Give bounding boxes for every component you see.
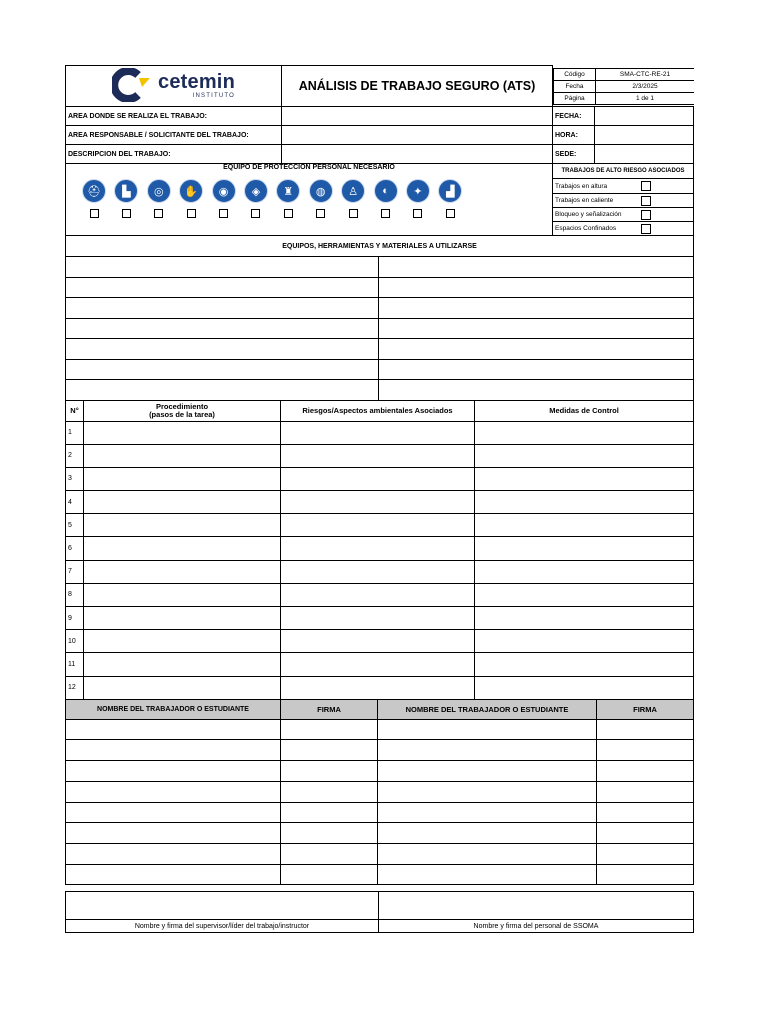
equipment-cell[interactable] (66, 359, 379, 380)
step-procedure[interactable] (84, 514, 281, 537)
risk-item-label: Trabajos en altura (555, 182, 608, 190)
worker-row (66, 761, 694, 782)
step-procedure[interactable] (84, 491, 281, 514)
worker-sign[interactable] (281, 802, 378, 823)
col-procedure (84, 400, 281, 421)
risk-item-label: Espacios Confinados (555, 225, 617, 232)
step-number: 5 (66, 514, 84, 537)
ppe-checkbox[interactable] (446, 209, 455, 218)
hora-field[interactable] (595, 126, 694, 145)
ppe-item (82, 179, 106, 218)
equipment-row (66, 257, 694, 278)
sede-field[interactable] (595, 145, 694, 164)
coverall-icon: ♙ (341, 179, 365, 203)
ppe-item (147, 179, 171, 218)
equipment-row (66, 380, 694, 401)
risk-checkbox[interactable] (641, 196, 651, 206)
worker-row (66, 719, 694, 740)
step-number: 1 (66, 421, 84, 444)
step-risk[interactable] (281, 583, 475, 606)
equipment-row (66, 359, 694, 380)
step-measure[interactable] (475, 421, 694, 444)
worker-sign[interactable] (597, 781, 694, 802)
ppe-icons (66, 179, 552, 218)
logo-word: cetemin (158, 70, 235, 93)
step-risk[interactable] (281, 630, 475, 653)
step-risk[interactable] (281, 676, 475, 699)
ppe-item (406, 179, 430, 218)
step-measure[interactable] (475, 560, 694, 583)
worker-sign[interactable] (281, 843, 378, 864)
step-number: 6 (66, 537, 84, 560)
logo-sub: INSTITUTO (192, 92, 235, 99)
step-measure[interactable] (475, 676, 694, 699)
risk-item-label: Trabajos en caliente (555, 197, 614, 204)
ats-form (65, 65, 693, 933)
equipment-row (66, 318, 694, 339)
worker-name[interactable] (378, 864, 597, 885)
step-measure[interactable] (475, 467, 694, 490)
worker-name[interactable] (378, 719, 597, 740)
worker-row (66, 802, 694, 823)
step-procedure[interactable] (84, 630, 281, 653)
worker-name[interactable] (66, 823, 281, 844)
meta-page-label: Página (554, 92, 596, 104)
hora-label: HORA: (553, 126, 595, 145)
step-row (66, 444, 694, 467)
step-row (66, 583, 694, 606)
supervisor-sign-field[interactable] (66, 892, 379, 920)
meta-cell (553, 66, 694, 107)
risk-item (553, 179, 693, 193)
ppe-item (114, 179, 138, 218)
responsable-field[interactable] (282, 126, 553, 145)
supervisor-sign-label: Nombre y firma del supervisor/líder del trabajo/instructor (66, 920, 379, 933)
step-procedure[interactable] (84, 653, 281, 676)
worker-sign-header-1: FIRMA (281, 699, 378, 719)
step-row (66, 630, 694, 653)
worker-sign[interactable] (597, 719, 694, 740)
ppe-item (309, 179, 333, 218)
step-row (66, 607, 694, 630)
ear-protection-icon: ◉ (212, 179, 236, 203)
ppe-item (374, 179, 398, 218)
worker-name[interactable] (378, 823, 597, 844)
col-procedure-line1: Procedimiento (155, 401, 209, 411)
worker-sign[interactable] (281, 823, 378, 844)
ppe-checkbox[interactable] (154, 209, 163, 218)
worker-name[interactable] (66, 719, 281, 740)
ssoma-sign-label: Nombre y firma del personal de SSOMA (379, 920, 694, 933)
risk-title: TRABAJOS DE ALTO RIESGO ASOCIADOS (553, 164, 693, 179)
col-procedure-line2: (pasos de la tarea) (149, 409, 215, 419)
risk-item (553, 207, 693, 221)
ppe-title: EQUIPO DE PROTECCION PERSONAL NECESARIO (223, 164, 395, 171)
step-procedure[interactable] (84, 607, 281, 630)
equipment-cell[interactable] (66, 298, 379, 319)
risk-section (553, 164, 694, 236)
step-number: 8 (66, 583, 84, 606)
equipment-cell[interactable] (379, 339, 694, 360)
meta-code-value: SMA-CTC-RE-21 (596, 68, 694, 80)
step-risk[interactable] (281, 560, 475, 583)
ppe-item (276, 179, 300, 218)
equipment-cell[interactable] (379, 257, 694, 278)
worker-name-header-1: NOMBRE DEL TRABAJADOR O ESTUDIANTE (66, 699, 281, 719)
step-measure[interactable] (475, 607, 694, 630)
logo-cell (66, 66, 282, 107)
step-row (66, 676, 694, 699)
ppe-checkbox[interactable] (187, 209, 196, 218)
step-number: 4 (66, 491, 84, 514)
step-row (66, 514, 694, 537)
worker-sign[interactable] (281, 719, 378, 740)
col-measures: Medidas de Control (475, 400, 694, 421)
ppe-checkbox[interactable] (219, 209, 228, 218)
worker-name[interactable] (378, 740, 597, 761)
equipment-cell[interactable] (66, 318, 379, 339)
step-risk[interactable] (281, 607, 475, 630)
worker-row (66, 864, 694, 885)
cetemin-logo (112, 68, 235, 102)
worker-sign[interactable] (281, 761, 378, 782)
col-num: N° (66, 400, 84, 421)
equipment-table (65, 235, 694, 401)
descripcion-field[interactable] (282, 145, 553, 164)
worker-name[interactable] (378, 781, 597, 802)
worker-sign[interactable] (597, 864, 694, 885)
equipment-cell[interactable] (379, 277, 694, 298)
step-row (66, 467, 694, 490)
gloves-icon: ✋ (179, 179, 203, 203)
step-risk[interactable] (281, 444, 475, 467)
ppe-item (212, 179, 236, 218)
ppe-checkbox[interactable] (122, 209, 131, 218)
ppe-checkbox[interactable] (284, 209, 293, 218)
step-row (66, 560, 694, 583)
logo-mark-icon (112, 68, 152, 102)
step-procedure[interactable] (84, 583, 281, 606)
worker-sign[interactable] (597, 843, 694, 864)
area-label: AREA DONDE SE REALIZA EL TRABAJO: (66, 107, 282, 126)
worker-sign[interactable] (597, 823, 694, 844)
area-field[interactable] (282, 107, 553, 126)
step-number: 12 (66, 676, 84, 699)
step-procedure[interactable] (84, 444, 281, 467)
equipment-cell[interactable] (66, 257, 379, 278)
step-number: 10 (66, 630, 84, 653)
step-procedure[interactable] (84, 560, 281, 583)
equipment-row (66, 298, 694, 319)
step-measure[interactable] (475, 444, 694, 467)
ppe-item (179, 179, 203, 218)
ssoma-sign-field[interactable] (379, 892, 694, 920)
step-risk[interactable] (281, 537, 475, 560)
worker-sign[interactable] (281, 781, 378, 802)
sede-label: SEDE: (553, 145, 595, 164)
ppe-checkbox[interactable] (413, 209, 422, 218)
meta-date-label: Fecha (554, 80, 596, 92)
step-procedure[interactable] (84, 467, 281, 490)
responsable-label: AREA RESPONSABLE / SOLICITANTE DEL TRABAJO: (66, 126, 282, 145)
step-row (66, 491, 694, 514)
fecha-field[interactable] (595, 107, 694, 126)
equipment-cell[interactable] (379, 380, 694, 401)
face-mask-icon: ◍ (309, 179, 333, 203)
form-title: ANÁLISIS DE TRABAJO SEGURO (ATS) (282, 66, 553, 107)
risk-item-label: Bloqueo y señalización (555, 211, 622, 218)
goggles-icon: ◎ (147, 179, 171, 203)
signatures-table (65, 891, 694, 933)
col-risks: Riesgos/Aspectos ambientales Asociados (281, 400, 475, 421)
worker-sign[interactable] (281, 864, 378, 885)
step-risk[interactable] (281, 491, 475, 514)
helmet-icon: ⛑ (82, 179, 106, 203)
step-procedure[interactable] (84, 676, 281, 699)
steps-table (65, 400, 694, 700)
step-row (66, 421, 694, 444)
worker-name-header-2: NOMBRE DEL TRABAJADOR O ESTUDIANTE (378, 699, 597, 719)
ppe-risk-table (65, 163, 694, 236)
equipment-cell[interactable] (66, 277, 379, 298)
worker-sign[interactable] (597, 761, 694, 782)
equipment-cell[interactable] (379, 298, 694, 319)
risk-checkbox[interactable] (641, 224, 651, 234)
step-number: 11 (66, 653, 84, 676)
step-measure[interactable] (475, 653, 694, 676)
step-procedure[interactable] (84, 421, 281, 444)
workers-table (65, 699, 694, 886)
step-measure[interactable] (475, 514, 694, 537)
step-risk[interactable] (281, 514, 475, 537)
step-row (66, 537, 694, 560)
worker-name[interactable] (66, 864, 281, 885)
step-risk[interactable] (281, 421, 475, 444)
step-number: 3 (66, 467, 84, 490)
worker-row (66, 823, 694, 844)
risk-item (553, 221, 693, 235)
ppe-item (341, 179, 365, 218)
equipment-cell[interactable] (379, 318, 694, 339)
worker-name[interactable] (378, 802, 597, 823)
worker-name[interactable] (66, 740, 281, 761)
worker-row (66, 781, 694, 802)
hand-protection-icon: ✦ (406, 179, 430, 203)
step-measure[interactable] (475, 537, 694, 560)
step-procedure[interactable] (84, 537, 281, 560)
header-table (65, 65, 694, 164)
ppe-item (244, 179, 268, 218)
worker-sign[interactable] (597, 802, 694, 823)
worker-sign[interactable] (597, 740, 694, 761)
step-measure[interactable] (475, 630, 694, 653)
meta-page-value: 1 de 1 (596, 92, 694, 104)
respirator-icon: ◈ (244, 179, 268, 203)
worker-row (66, 740, 694, 761)
safety-shoe-icon: ▟ (438, 179, 462, 203)
worker-sign[interactable] (281, 740, 378, 761)
risk-checkbox[interactable] (641, 181, 651, 191)
risk-checkbox[interactable] (641, 210, 651, 220)
step-number: 9 (66, 607, 84, 630)
worker-name[interactable] (66, 781, 281, 802)
equipment-cell[interactable] (66, 380, 379, 401)
worker-sign-header-2: FIRMA (597, 699, 694, 719)
step-risk[interactable] (281, 653, 475, 676)
step-number: 7 (66, 560, 84, 583)
step-measure[interactable] (475, 491, 694, 514)
face-shield-icon: ◐ (374, 179, 398, 203)
harness-icon: ♜ (276, 179, 300, 203)
worker-name[interactable] (66, 843, 281, 864)
equipment-title: EQUIPOS, HERRAMIENTAS Y MATERIALES A UTILIZARSE (66, 236, 694, 257)
ppe-section (66, 164, 553, 236)
equipment-cell[interactable] (66, 339, 379, 360)
step-row (66, 653, 694, 676)
worker-name[interactable] (378, 761, 597, 782)
descripcion-label: DESCRIPCION DEL TRABAJO: (66, 145, 282, 164)
equipment-cell[interactable] (379, 359, 694, 380)
worker-name[interactable] (66, 761, 281, 782)
meta-date-value: 2/3/2025 (596, 80, 694, 92)
worker-name[interactable] (378, 843, 597, 864)
worker-row (66, 843, 694, 864)
meta-code-label: Código (554, 68, 596, 80)
ppe-checkbox[interactable] (90, 209, 99, 218)
step-risk[interactable] (281, 467, 475, 490)
meta-table (553, 68, 694, 105)
worker-name[interactable] (66, 802, 281, 823)
risk-list (553, 179, 693, 235)
ppe-checkbox[interactable] (251, 209, 260, 218)
equipment-row (66, 277, 694, 298)
fecha-label: FECHA: (553, 107, 595, 126)
equipment-row (66, 339, 694, 360)
ppe-item (438, 179, 462, 218)
risk-item (553, 193, 693, 207)
boots-icon: ▙ (114, 179, 138, 203)
step-measure[interactable] (475, 583, 694, 606)
ppe-checkbox[interactable] (349, 209, 358, 218)
step-number: 2 (66, 444, 84, 467)
ppe-checkbox[interactable] (316, 209, 325, 218)
ppe-checkbox[interactable] (381, 209, 390, 218)
